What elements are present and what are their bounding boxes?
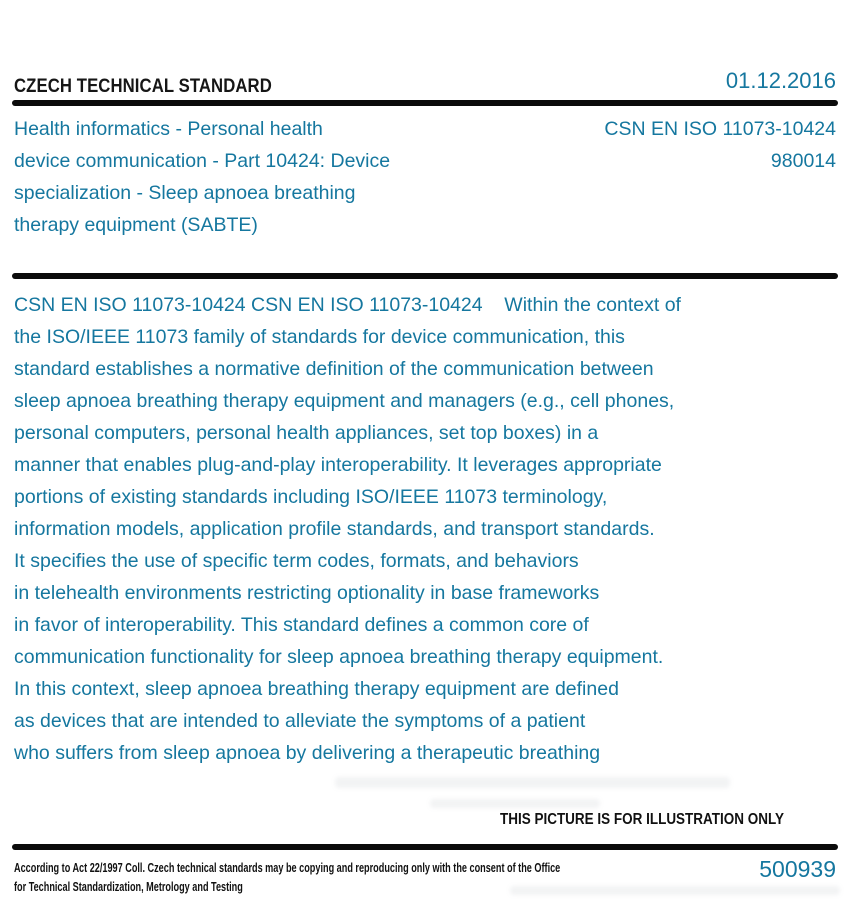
- copyright-line: for Technical Standardization, Metrology and Testing: [14, 879, 243, 894]
- abstract-line: standard establishes a normative definition of the communication between: [14, 358, 654, 380]
- standard-identifiers: [604, 113, 836, 177]
- abstract-line: as devices that are intended to alleviate the symptoms of a patient: [14, 710, 586, 732]
- abstract-line: manner that enables plug-and-play interoperability. It leverages appropriate: [14, 454, 662, 476]
- footer-divider: [12, 844, 838, 850]
- ghost-text-artifact: [510, 886, 840, 895]
- standard-title: [14, 113, 390, 241]
- abstract-line: CSN EN ISO 11073-10424 CSN EN ISO 11073-10424 Within the context of: [14, 294, 681, 316]
- abstract-line: portions of existing standards including ISO/IEEE 11073 terminology,: [14, 486, 608, 508]
- illustration-disclaimer: THIS PICTURE IS FOR ILLUSTRATION ONLY: [500, 811, 784, 828]
- abstract-line: in favor of interoperability. This standard defines a common core of: [14, 614, 589, 636]
- abstract-line: communication functionality for sleep apnoea breathing therapy equipment.: [14, 646, 664, 668]
- abstract-line: It specifies the use of specific term codes, formats, and behaviors: [14, 550, 579, 572]
- standard-designation: CSN EN ISO 11073-10424: [604, 118, 836, 140]
- body-divider: [12, 273, 838, 279]
- abstract-line: who suffers from sleep apnoea by delivering a therapeutic breathing: [14, 742, 601, 764]
- page-title: CZECH TECHNICAL STANDARD: [14, 76, 272, 97]
- issue-date: 01.12.2016: [725, 68, 836, 93]
- abstract-line: In this context, sleep apnoea breathing therapy equipment are defined: [14, 678, 619, 700]
- abstract-line: information models, application profile standards, and transport standards.: [14, 518, 655, 540]
- catalog-number: 980014: [770, 150, 836, 172]
- standard-title-line: therapy equipment (SABTE): [14, 214, 258, 236]
- abstract-line: sleep apnoea breathing therapy equipment and managers (e.g., cell phones,: [14, 390, 675, 412]
- standard-title-line: Health informatics - Personal health: [14, 118, 323, 140]
- abstract-line: in telehealth environments restricting optionality in base frameworks: [14, 582, 600, 604]
- header-divider: [12, 100, 838, 106]
- abstract-line: personal computers, personal health appliances, set top boxes) in a: [14, 422, 599, 444]
- abstract-text: [14, 289, 681, 769]
- order-number: 500939: [759, 856, 836, 882]
- copyright-notice: [14, 859, 560, 896]
- standard-title-line: device communication - Part 10424: Device: [14, 150, 391, 172]
- ghost-text-artifact: [335, 777, 730, 788]
- ghost-text-artifact: [430, 799, 600, 808]
- copyright-line: According to Act 22/1997 Coll. Czech technical standards may be copying and reproducing only with the consent of the Office: [14, 861, 561, 875]
- abstract-line: the ISO/IEEE 11073 family of standards for device communication, this: [14, 326, 625, 348]
- standard-title-line: specialization - Sleep apnoea breathing: [14, 182, 356, 204]
